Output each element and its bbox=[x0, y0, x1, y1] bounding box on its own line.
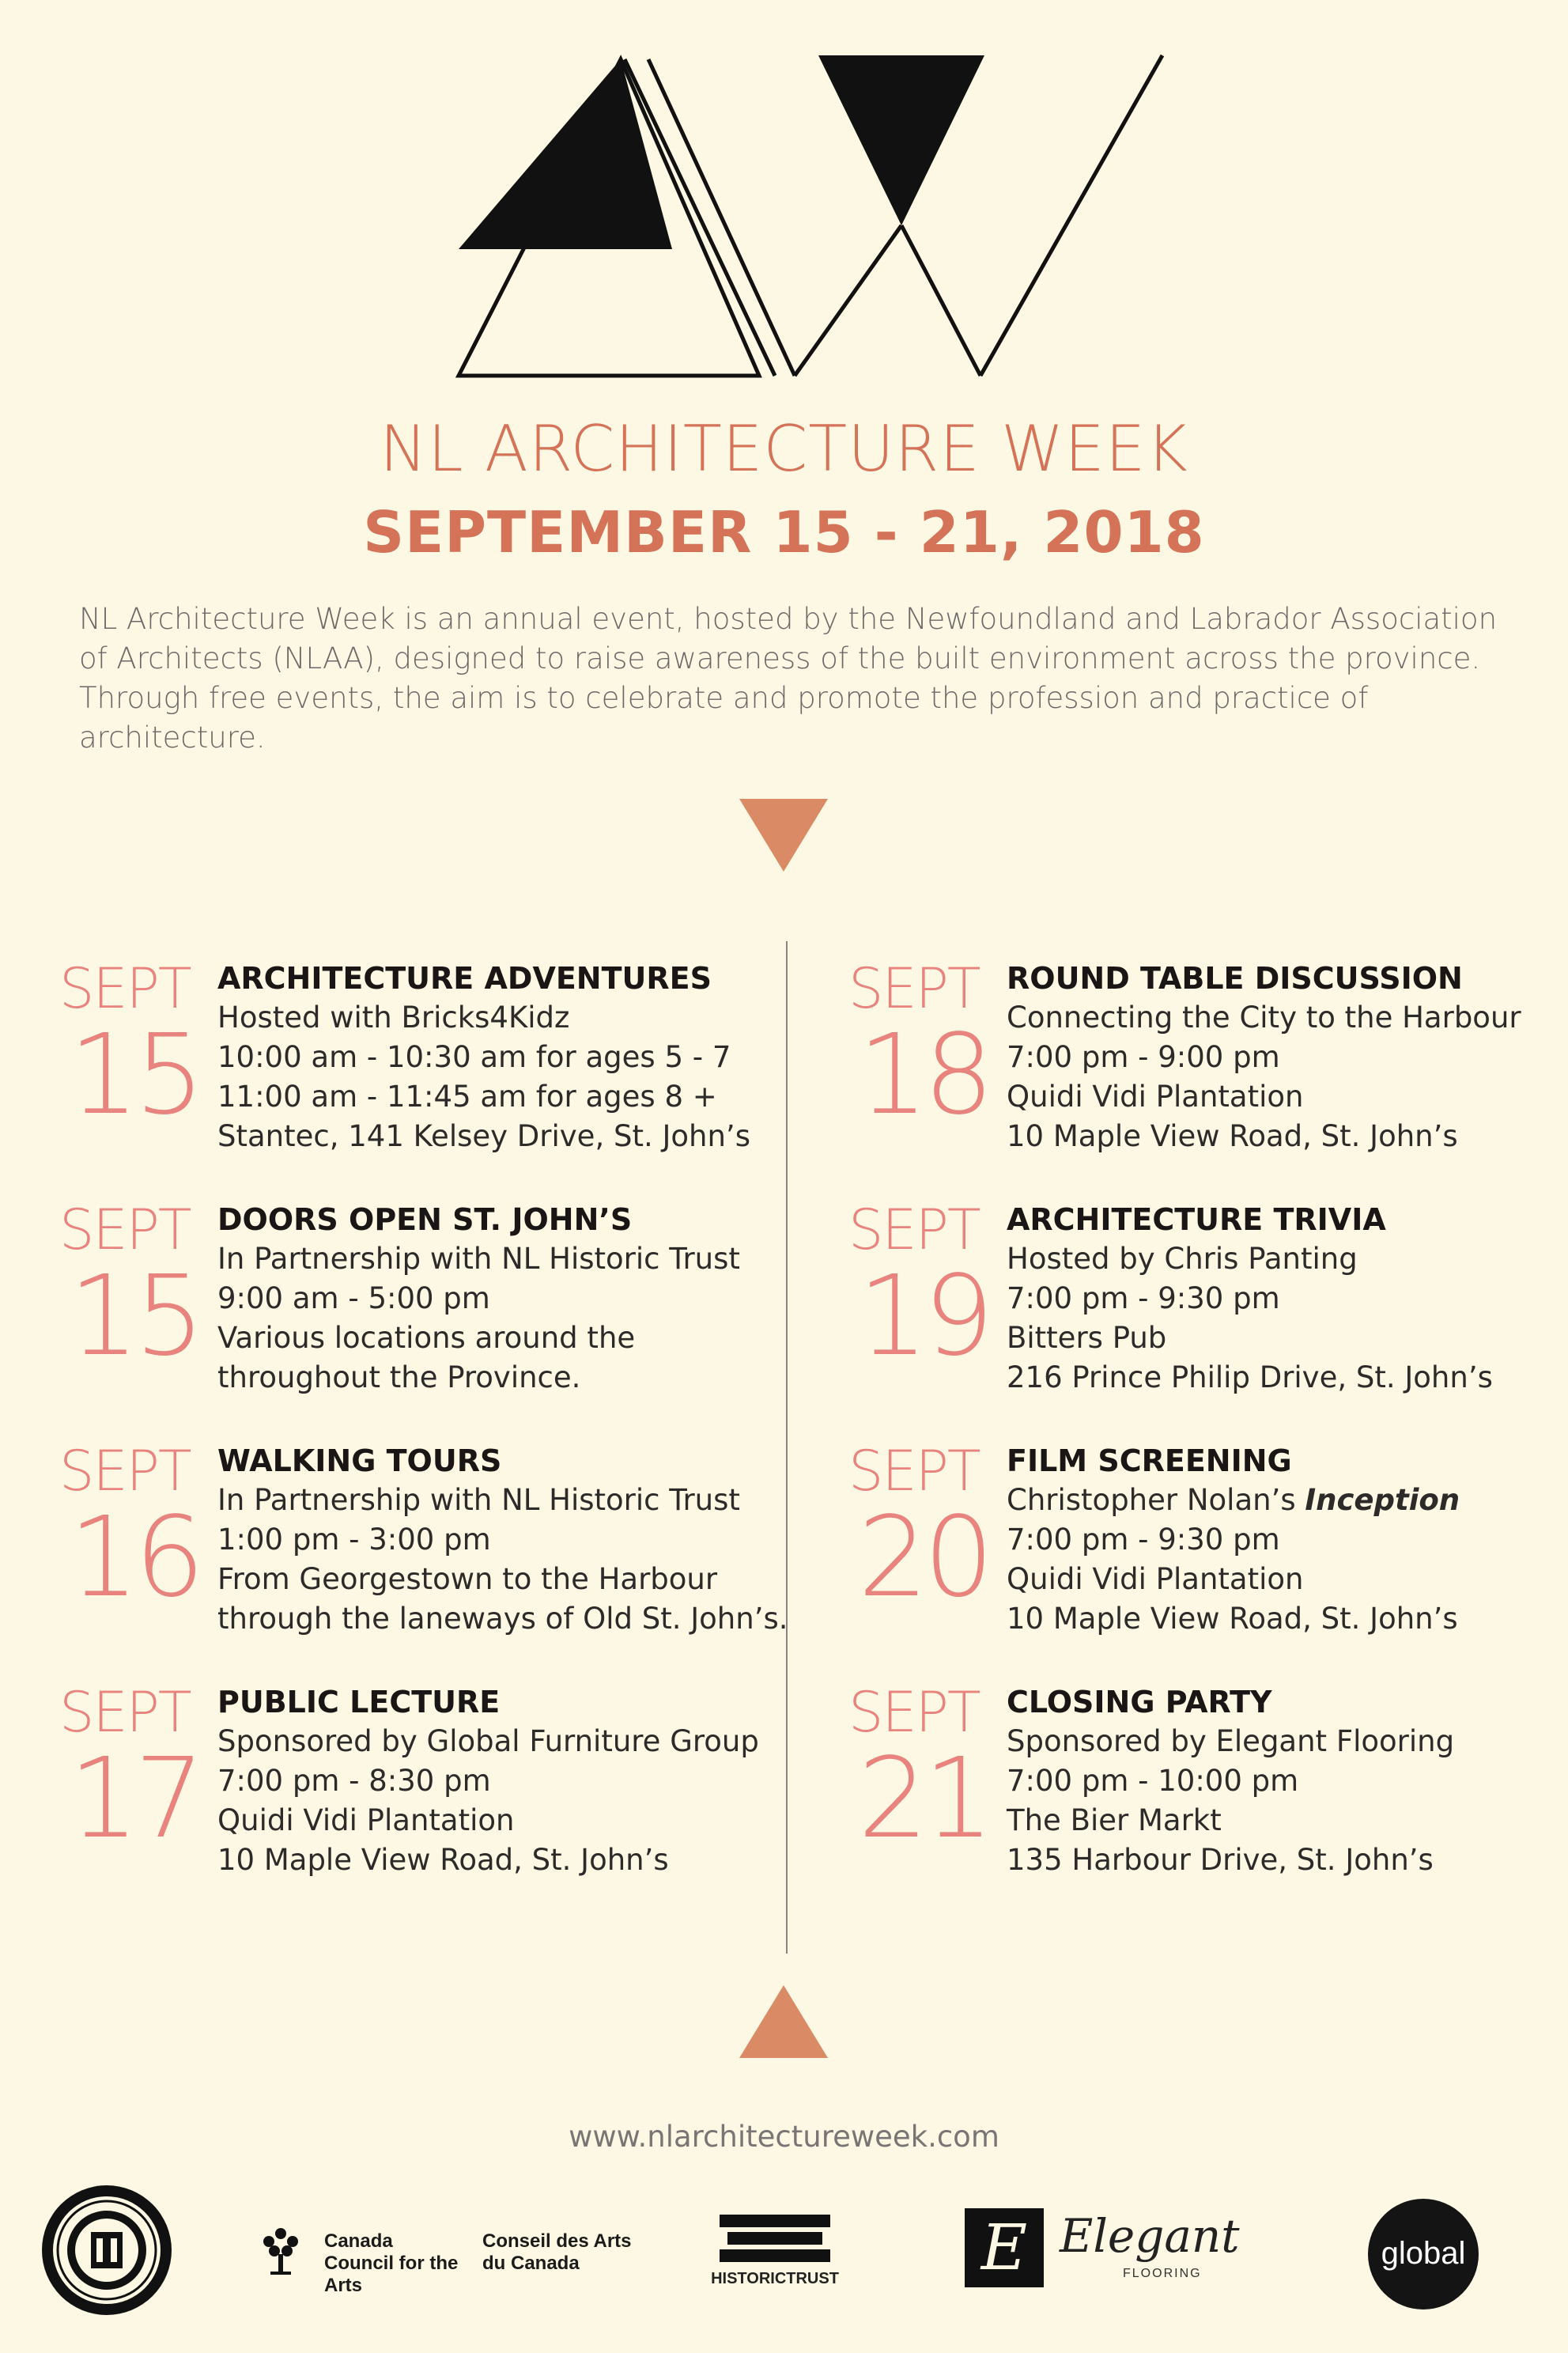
event-detail-line: 7:00 pm - 8:30 pm bbox=[217, 1764, 491, 1798]
event-detail-line: 216 Prince Philip Drive, St. John’s bbox=[1007, 1360, 1493, 1394]
event-details bbox=[1007, 1722, 1454, 1880]
event-detail-line: Sponsored by Global Furniture Group bbox=[217, 1724, 759, 1758]
event-detail-line: 135 Harbour Drive, St. John’s bbox=[1007, 1843, 1434, 1877]
event-detail-line: Sponsored by Elegant Flooring bbox=[1007, 1724, 1455, 1758]
event-month: SEPT bbox=[59, 1439, 191, 1504]
elegant-flooring-icon: E bbox=[965, 2208, 1044, 2287]
event-detail-line: Hosted with Bricks4Kidz bbox=[217, 1001, 570, 1035]
triangle-down-icon bbox=[739, 799, 828, 872]
event-detail-line: 7:00 pm - 10:00 pm bbox=[1007, 1764, 1299, 1798]
event-detail-line: 7:00 pm - 9:00 pm bbox=[1007, 1040, 1280, 1074]
event-dates: SEPTEMBER 15 - 21, 2018 bbox=[363, 499, 1205, 566]
event-detail-line: 10:00 am - 10:30 am for ages 5 - 7 bbox=[217, 1040, 731, 1074]
event-details bbox=[217, 1722, 759, 1880]
event-title: ARCHITECTURE TRIVIA bbox=[1007, 1202, 1386, 1237]
event-detail-line: 7:00 pm - 9:30 pm bbox=[1007, 1281, 1280, 1315]
event-day: 20 bbox=[857, 1493, 990, 1622]
event-title: DOORS OPEN ST. JOHN’S bbox=[217, 1202, 633, 1237]
event-detail-line: 10 Maple View Road, St. John’s bbox=[1007, 1119, 1458, 1153]
historic-trust-label: HISTORICTRUST bbox=[711, 2270, 839, 2287]
historic-trust-icon bbox=[696, 2207, 854, 2270]
website-link[interactable]: www.nlarchitectureweek.com bbox=[569, 2120, 999, 2154]
event-detail-line: Quidi Vidi Plantation bbox=[217, 1803, 515, 1837]
event-day: 18 bbox=[857, 1011, 990, 1140]
event-month: SEPT bbox=[59, 1197, 191, 1262]
event-detail-line: Stantec, 141 Kelsey Drive, St. John’s bbox=[217, 1119, 750, 1153]
event-title: WALKING TOURS bbox=[217, 1443, 502, 1478]
event-item bbox=[59, 1681, 803, 1878]
nlaa-seal-icon bbox=[40, 2183, 174, 2317]
global-label: global bbox=[1381, 2236, 1466, 2271]
event-item bbox=[59, 1198, 803, 1396]
elegant-flooring-logo bbox=[965, 2207, 1241, 2294]
aw-logo-icon bbox=[395, 44, 1186, 407]
event-detail-line: 7:00 pm - 9:30 pm bbox=[1007, 1523, 1280, 1557]
event-details bbox=[1007, 1481, 1460, 1639]
event-title: PUBLIC LECTURE bbox=[217, 1685, 501, 1719]
event-day: 21 bbox=[857, 1734, 990, 1863]
event-item bbox=[59, 1439, 803, 1637]
elegant-wordmark: Elegant bbox=[1060, 2209, 1240, 2263]
event-day: 15 bbox=[68, 1252, 201, 1381]
event-day: 17 bbox=[68, 1734, 201, 1863]
event-item bbox=[59, 957, 803, 1155]
event-title: ROUND TABLE DISCUSSION bbox=[1007, 961, 1463, 996]
event-details bbox=[217, 1239, 740, 1398]
canada-council-icon bbox=[253, 2222, 308, 2278]
event-month: SEPT bbox=[848, 1439, 980, 1504]
event-details bbox=[217, 998, 750, 1156]
event-month: SEPT bbox=[848, 1680, 980, 1745]
event-detail-line: throughout the Province. bbox=[217, 1360, 581, 1394]
event-detail-line: Bitters Pub bbox=[1007, 1321, 1167, 1355]
event-detail-line: Hosted by Chris Panting bbox=[1007, 1242, 1358, 1276]
event-detail-line: 10 Maple View Road, St. John’s bbox=[1007, 1602, 1458, 1636]
event-item bbox=[848, 1439, 1568, 1637]
event-detail-line: Various locations around the bbox=[217, 1321, 636, 1355]
event-title: ARCHITECTURE ADVENTURES bbox=[217, 961, 712, 996]
event-month: SEPT bbox=[848, 1197, 980, 1262]
event-detail-line: Connecting the City to the Harbour bbox=[1007, 1001, 1521, 1035]
event-item bbox=[848, 1198, 1568, 1396]
event-day: 16 bbox=[68, 1493, 201, 1622]
event-detail-line: 1:00 pm - 3:00 pm bbox=[217, 1523, 491, 1557]
triangle-up-icon bbox=[739, 1985, 828, 2058]
intro-paragraph: NL Architecture Week is an annual event, hosted by the Newfoundland and Labrador Association of Architects (NLAA), designed to raise awareness of the built environment across the province. Through free events, the aim is to celebrate and promote the profession and practice of architecture. bbox=[79, 602, 1498, 755]
historic-trust-logo bbox=[696, 2207, 854, 2294]
event-detail-line bbox=[1007, 1481, 1460, 1520]
event-detail-line: In Partnership with NL Historic Trust bbox=[217, 1483, 740, 1517]
event-details bbox=[1007, 1239, 1493, 1398]
event-detail-line: Quidi Vidi Plantation bbox=[1007, 1562, 1304, 1596]
elegant-sub: FLOORING bbox=[1123, 2267, 1202, 2280]
event-title: CLOSING PARTY bbox=[1007, 1685, 1272, 1719]
event-details bbox=[1007, 998, 1521, 1156]
canada-council-en: Canada Council for the Arts bbox=[324, 2230, 459, 2296]
event-name: NL ARCHITECTURE WEEK bbox=[380, 412, 1188, 486]
event-day: 19 bbox=[857, 1252, 990, 1381]
canada-council-fr: Conseil des Arts du Canada bbox=[482, 2230, 632, 2274]
event-title: FILM SCREENING bbox=[1007, 1443, 1292, 1478]
event-day: 15 bbox=[68, 1011, 201, 1140]
event-detail-line: Quidi Vidi Plantation bbox=[1007, 1080, 1304, 1114]
film-title: Inception bbox=[1305, 1483, 1460, 1517]
event-detail-line: The Bier Markt bbox=[1007, 1803, 1222, 1837]
event-detail-line: In Partnership with NL Historic Trust bbox=[217, 1242, 740, 1276]
canada-council-logo bbox=[253, 2215, 648, 2296]
event-detail-line: 9:00 am - 5:00 pm bbox=[217, 1281, 490, 1315]
event-detail-line: through the laneways of Old St. John’s. bbox=[217, 1602, 788, 1636]
event-detail-line: From Georgestown to the Harbour bbox=[217, 1562, 718, 1596]
film-director: Christopher Nolan’s bbox=[1007, 1483, 1305, 1517]
event-month: SEPT bbox=[59, 956, 191, 1021]
event-detail-line: 10 Maple View Road, St. John’s bbox=[217, 1843, 669, 1877]
event-month: SEPT bbox=[848, 956, 980, 1021]
event-item bbox=[848, 1681, 1568, 1878]
global-icon bbox=[1368, 2199, 1479, 2309]
event-month: SEPT bbox=[59, 1680, 191, 1745]
event-item bbox=[848, 957, 1568, 1155]
event-details bbox=[217, 1481, 788, 1639]
event-detail-line: 11:00 am - 11:45 am for ages 8 + bbox=[217, 1080, 717, 1114]
